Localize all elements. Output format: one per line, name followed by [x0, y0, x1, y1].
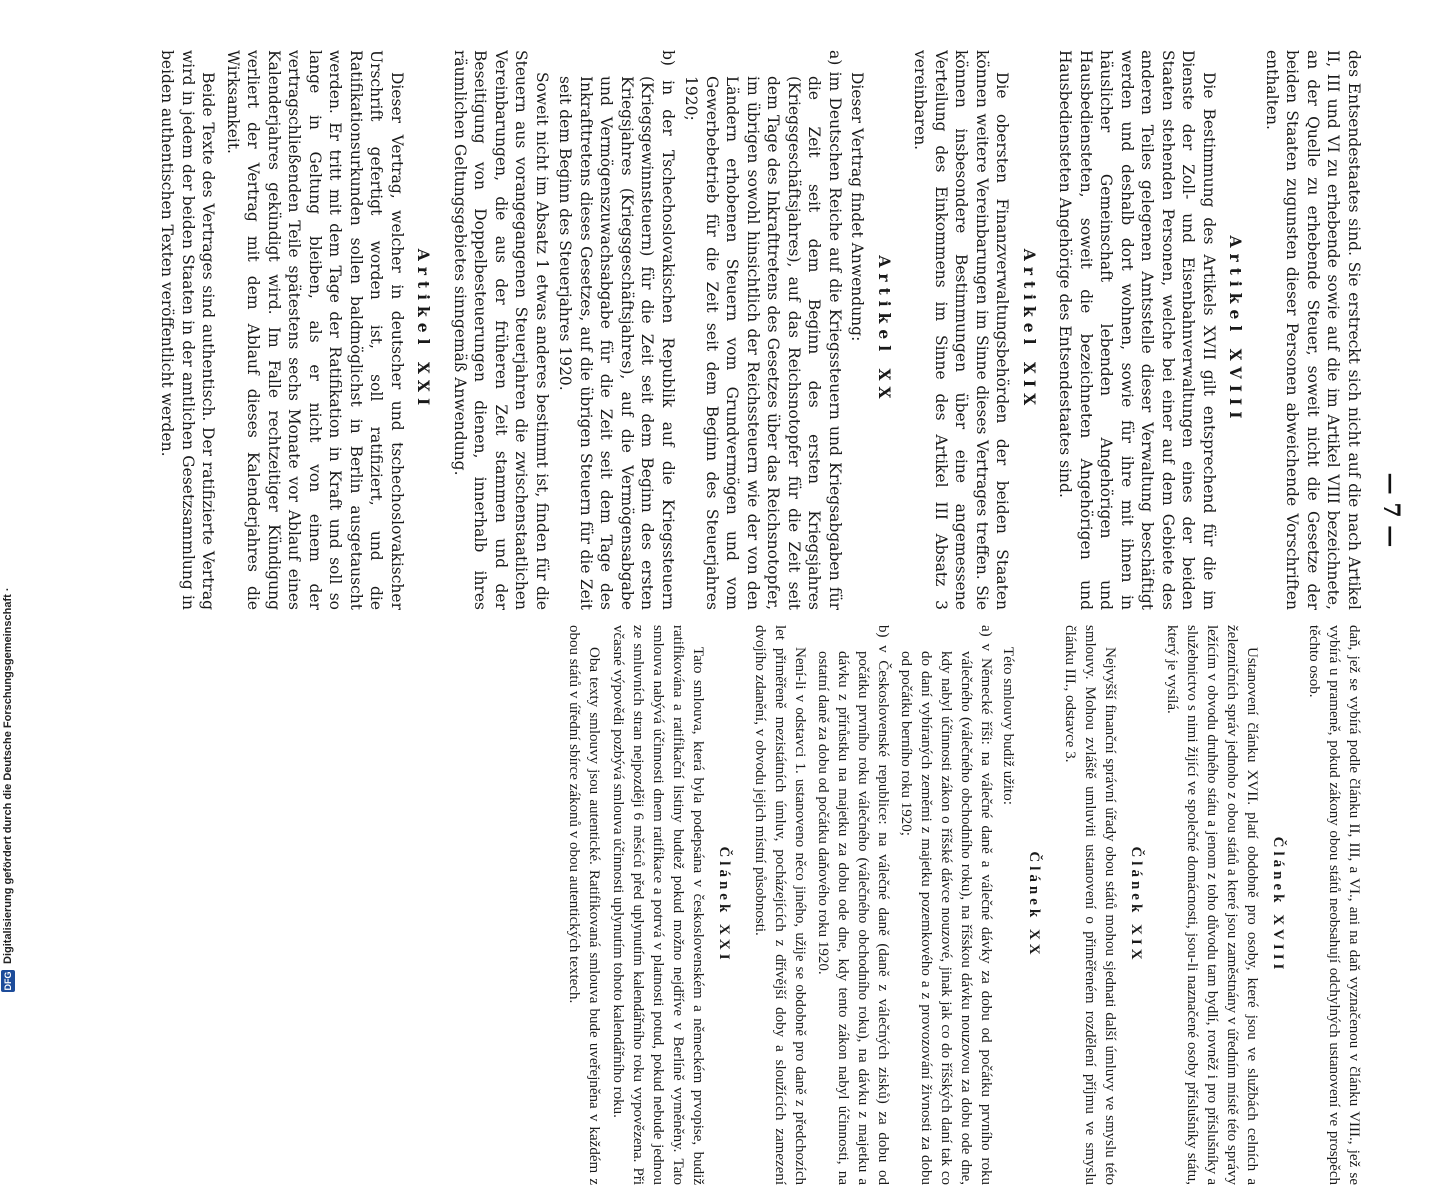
german-article-19-heading: Artikel XIX: [1020, 248, 1039, 412]
czech-article-20-heading: Článek XX: [1026, 851, 1042, 959]
czech-article-20-paragraph-2: Není-li v odstavci 1. ustanoveno něco jiného, užije se obdobně pro daně z předchozích let přiměřeně mezistátních úmluv, pocházejících z dřívější doby a sloužících zamezení dvojího zdanění, v obvodu jejich místní působnosti.: [752, 625, 808, 1185]
german-column: [134, 50, 1364, 610]
german-article-20-item-a: a) im Deutschen Reiche auf die Kriegssteuern und Kriegsabgaben für die Zeit seit dem Beginn des ersten Kriegsjahres (Kriegsgeschäftsjahres), auf das Reichsnotopfer für die Zeit seit dem Tage des Inkrafttretens des Gesetzes über das Reichsnotopfer, im übrigen sowohl hinsichtlich der Reichssteuern wie der von den Ländern erhobenen Steuern vom Grundvermögen und vom Gewerbebetrieb für die Zeit seit dem Beginn des Steuerjahres 1920;: [682, 50, 844, 610]
german-article-21-body: Dieser Vertrag, welcher in deutscher und tschechoslovakischer Urschrift gefertigt worden ist, soll ratifiziert, und die Ratifikationsurkunden sollen baldmöglichst in Berlin ausgetauscht werden. Er tritt mit dem Tage der Ratifikation in Kraft und soll so lange in Geltung bleiben, als er nicht von einem der vertragschließenden Teile spätestens sechs Monate vor Ablauf eines Kalenderjahres gekündigt wird. Im Falle rechtzeitiger Kündigung verliert der Vertrag mit dem Ablauf dieses Kalenderjahres die Wirksamkeit.: [224, 50, 406, 610]
german-article-20-heading: Artikel XX: [875, 255, 894, 405]
czech-article-20-intro: Této smlouvy budiž užito:: [1000, 647, 1016, 805]
czech-column: [134, 625, 1364, 1185]
german-article-20-intro: Dieser Vertrag findet Anwendung:: [848, 72, 867, 342]
czech-article-20-item-b: b) v Československé republice: na válečné daně (daně z válečných zisků) za dobu od počátku prvního roku válečného (válečného obchodního roku), na dávku z majetku a dávku z přírůstku na majetku za dobu ode dne, kdy tento zákon nabyl účinnosti, na ostatní daně za dobu od počátku daňového roku 1920.: [815, 625, 891, 1185]
german-article-18-heading: Artikel XVIII: [1226, 235, 1246, 425]
german-article-20-paragraph-2: Soweit nicht im Absatz 1 etwas anderes bestimmt ist, finden für die Steuern aus vorangegangenen Steuerjahren die zwischenstaatlichen Vereinbarungen, die aus der früheren Zeit stammen und der Beseitigung von Doppelbesteuerungen dienen, innerhalb ihres räumlichen Geltungsgebietes sinngemäß Anwendung.: [451, 50, 551, 610]
german-article-21-paragraph-2: Beide Texte des Vertrages sind authentisch. Der ratifizierte Vertrag wird in jedem der beiden Staaten in der amtlichen Gesetzsammlung in beiden authentischen Texten veröffentlicht werden.: [158, 50, 218, 610]
german-article-21-heading: Artikel XXI: [414, 248, 434, 412]
digitization-credit: Digitalisierung gefördert durch die Deutsche Forschungsgemeinschaft ·: [2, 587, 14, 964]
german-article-20-item-b: b) in der Tschechoslovakischen Republik auf die Kriegssteuern (Kriegsgewinnsteuern) für die Zeit seit dem Beginn des ersten Kriegsjahres (Kriegsgeschäftsjahres), auf die Vermögensabgabe und Vermögenszuwachsabgabe für die Zeit seit dem Tage des Inkrafttretens dieses Gesetzes, auf die übrigen Steuern für die Zeit seit dem Beginn des Steuerjahres 1920.: [556, 50, 677, 610]
german-article-19-body: Die obersten Finanzverwaltungsbehörden der beiden Staaten können weitere Vereinbarungen im Sinne dieses Vertrages treffen. Sie können insbesondere Bestimmungen über eine angemessene Verteilung des Einkommens im Sinne des Artikel III Absatz 3 vereinbaren.: [911, 50, 1012, 610]
czech-article-18-heading: Článek XVIII: [1270, 836, 1286, 974]
czech-article-18-body: Ustanovení článku XVII. platí obdobně pro osoby, které jsou ve službách celních a železničních správ jednoho z obou států a které jsou zaměstnány v úředním místě této správy ležícím v obvodu druhého státu a jenom z toho důvodu tam bydlí, rovněž i pro příslušníky a služebnictvo s nimi žijící ve společné domácnosti, jsou-li naznačené osoby příslušníky státu, který je vysílá.: [1164, 625, 1260, 1185]
czech-intro-paragraph: daň, jež se vybírá podle článku II, III, a VI., ani na daň vyznačenou v článku VIII., jež se vybírá u prameně, pokud zákony obou států neobsahují odchylných ustanovení ve prospěch těchto osob.: [1306, 625, 1362, 1185]
czech-article-21-paragraph-2: Oba texty smlouvy jsou autentické. Ratifikovaná smlouva bude uveřejněna v každém z obou států v úřední sbírce zákonů v obou autentických textech.: [566, 625, 602, 1185]
czech-article-19-body: Nejvyšší finanční správní úřady obou států mohou sjednati další úmluvy ve smyslu této smlouvy. Mohou zvláště umluviti ustanovení o přiměřeném rozdělení příjmu ve smyslu článku III., odstavce 3.: [1062, 625, 1118, 1185]
czech-article-19-heading: Článek XIX: [1128, 846, 1144, 964]
czech-article-21-body: Tato smlouva, která byla podepsána v československém a německém prvopise, budiž ratifikována a ratifikační listiny budtež pokud možno nejdříve v Berlíně vyměněny. Tato smlouva nabývá účinnosti dnem ratifikace a potrvá v platnosti potud, pokud nebude jednou ze smluvních stran nejpozději 6 měsíců před uplynutím kalendářního roku vypovězena. Při včasné výpovědi pozbývá smlouva účinnosti uplynutím tohoto kalendářního roku.: [610, 625, 706, 1185]
czech-article-20-item-a: a) v Německé říši: na válečné daně a válečné dávky za dobu od počátku prvního roku válečného (válečného obchodního roku), na říšskou dávku nouzovou za dobu ode dne, kdy nabyl účinnosti zákon o říšské dávce nouzové, jinak jak co do říšských daní tak co do daní vybíraných zeměmi z majetku pozemkového a z provozování živnosti za dobu od počátku berního roku 1920;: [898, 625, 994, 1185]
czech-article-21-heading: Článek XXI: [716, 846, 732, 964]
dfg-logo: DFG: [3, 971, 13, 991]
german-article-18-body: Die Bestimmung des Artikels XVII gilt entsprechend für die im Dienste der Zoll- und Eisenbahnverwaltungen eines der beiden Staaten stehenden Personen, welche bei einer auf dem Gebiete des anderen Teiles gelegenen Amtsstelle dieser Verwaltung beschäftigt werden und deshalb dort wohnen, sowie für ihre mit ihnen in häuslicher Gemeinschaft lebenden Angehörigen und Hausbediensteten, soweit die bezeichneten Angehörigen und Hausbediensteten Angehörige des Entsendestaates sind.: [1056, 50, 1218, 610]
digitization-credit-strip: [0, 0, 18, 1000]
page-number: — 7 —: [1378, 472, 1404, 548]
german-intro-paragraph: des Entsendestaates sind. Sie erstreckt sich nicht auf die nach Artikel II, III und VI zu erhebende sowie auf die im Artikel VIII bezeichnete, an der Quelle zu erhebende Steuer, soweit nicht die Gesetze der beiden Staaten zugunsten dieser Personen abweichende Vorschriften enthalten.: [1263, 50, 1363, 610]
